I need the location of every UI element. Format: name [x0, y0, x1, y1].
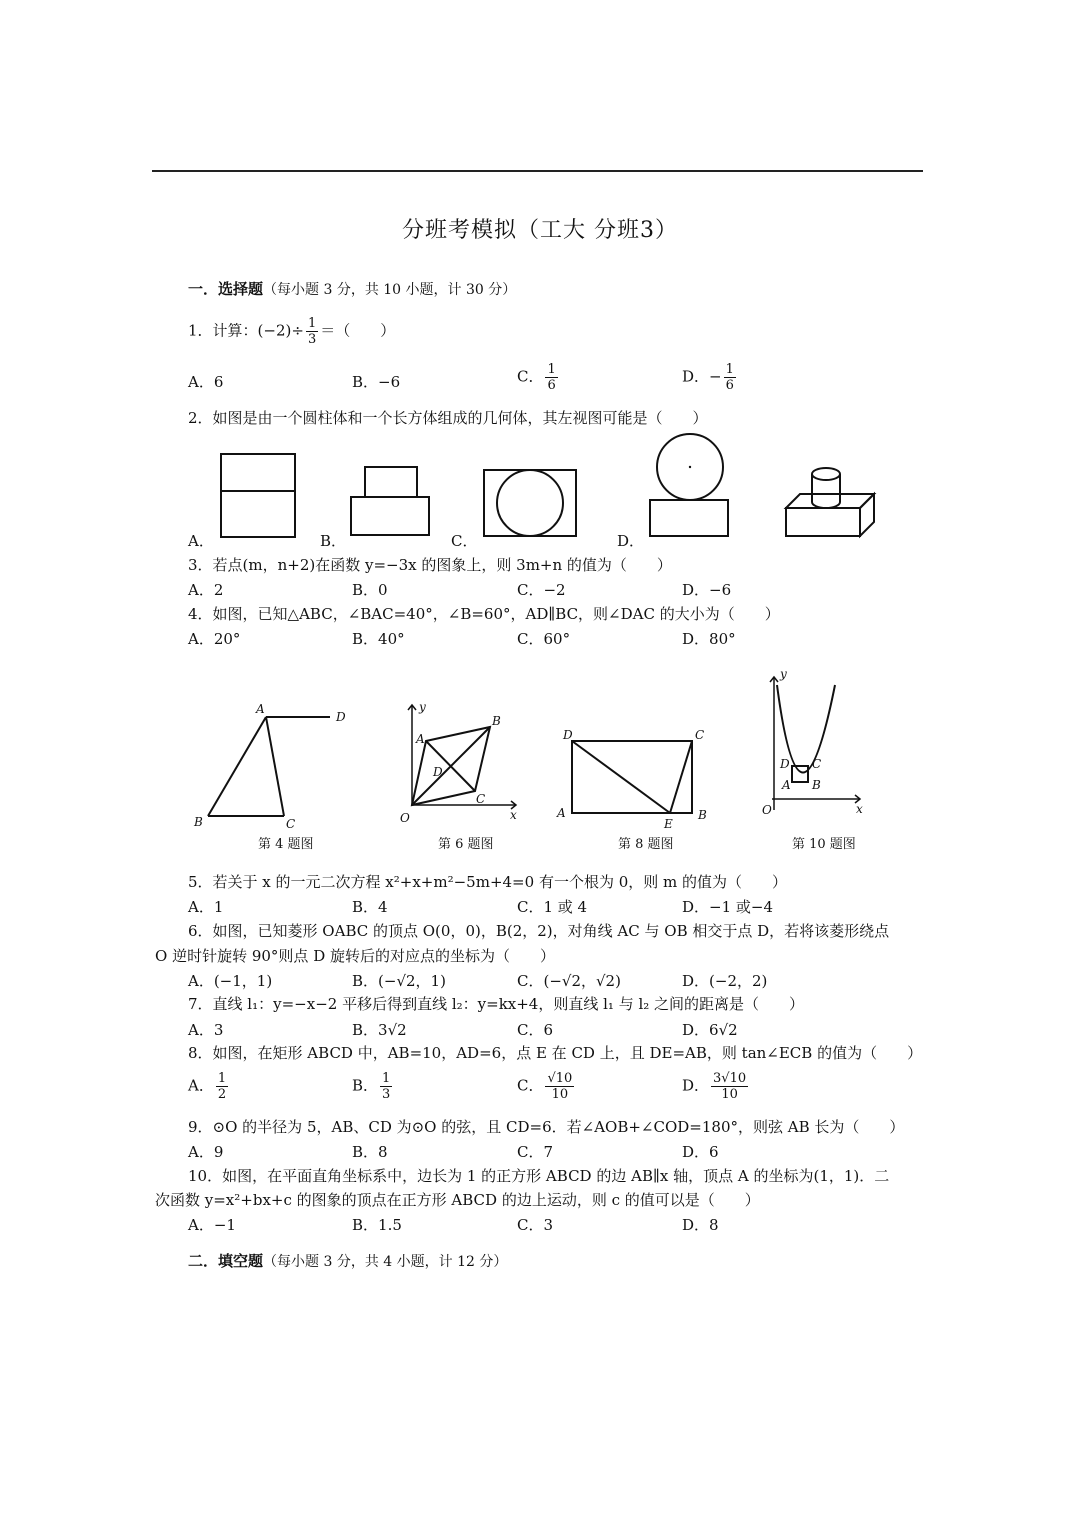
q8-b-den: 3	[382, 1087, 391, 1102]
fig6-label-x: x	[510, 808, 517, 822]
q1-option-b: B．−6	[352, 373, 401, 391]
q1-c-num: 1	[547, 362, 556, 377]
q8-b-label: B．	[352, 1076, 379, 1095]
fig10-label-d: D	[780, 757, 790, 771]
q7-option-b: B．3√2	[352, 1021, 407, 1039]
question-10-line-2: 次函数 y=x²+bx+c 的图象的顶点在正方形 ABCD 的边上运动，则 c 的值可以是（ ）	[155, 1191, 760, 1209]
section2-heading	[188, 1250, 507, 1271]
section2-heading-text: 二．填空题	[188, 1252, 264, 1270]
question-8-stem: 8．如图，在矩形 ABCD 中，AB=10，AD=6，点 E 在 CD 上，且 DE=AB，则 tan∠ECB 的值为（ ）	[188, 1044, 923, 1062]
q1-option-d	[682, 362, 738, 393]
fig10-label-b: B	[812, 778, 821, 792]
top-rule	[152, 170, 923, 172]
figures-row	[180, 665, 900, 865]
q1-option-d-label: D．−	[682, 367, 722, 386]
q2-figure-c	[484, 470, 576, 536]
fig6-label-c: C	[476, 792, 486, 806]
q1-frac-num: 1	[307, 316, 317, 331]
q8-d-num: 3√10	[713, 1071, 747, 1086]
fig10-caption: 第 10 题图	[792, 837, 856, 852]
q9-option-c: C．7	[517, 1143, 554, 1161]
q5-option-d: D．−1 或−4	[682, 898, 774, 916]
question-2-stem: 2．如图是由一个圆柱体和一个长方体组成的几何体，其左视图可能是（ ）	[188, 409, 708, 427]
q3-option-d: D．−6	[682, 581, 732, 599]
fig4-label-c: C	[286, 817, 296, 831]
question-9-stem: 9．⊙O 的半径为 5，AB、CD 为⊙O 的弦，且 CD=6．若∠AOB+∠COD=180°，则弦 AB 长为（ ）	[188, 1118, 905, 1136]
fig8-label-e: E	[664, 817, 673, 831]
q8-c-num: √10	[547, 1071, 573, 1086]
section1-heading-text: 一．选择题	[188, 280, 264, 298]
q8-c-fraction	[545, 1071, 574, 1102]
fig4-label-b: B	[194, 815, 203, 829]
q1-frac-den: 3	[307, 332, 317, 347]
question-6-line-2: O 逆时针旋转 90°则点 D 旋转后的对应点的坐标为（ ）	[155, 947, 555, 965]
fig4-triangle	[208, 717, 330, 816]
q3-option-a: A．2	[188, 581, 224, 599]
q4-option-a: A．20°	[188, 630, 241, 648]
q7-option-a: A．3	[188, 1021, 224, 1039]
fig6-label-a: A	[416, 732, 425, 746]
q6-option-d: D．(−2，2)	[682, 972, 768, 990]
q6-option-a: A．(−1，1)	[188, 972, 273, 990]
fig6-label-o: O	[400, 811, 410, 825]
q8-d-fraction	[711, 1071, 748, 1102]
q6-option-b: B．(−√2，1)	[352, 972, 446, 990]
fig10-square	[792, 766, 808, 782]
q2-figure-a	[221, 454, 295, 537]
q8-option-d	[682, 1071, 750, 1102]
question-6-line-1: 6．如图，已知菱形 OABC 的顶点 O(0，0)，B(2，2)，对角线 AC 与 OB 相交于点 D，若将该菱形绕点	[188, 922, 890, 940]
q1-option-c-fraction	[545, 362, 557, 393]
question-4-stem: 4．如图，已知△ABC，∠BAC=40°，∠B=60°，AD∥BC，则∠DAC 的大小为（ ）	[188, 605, 780, 623]
q10-option-a: A．−1	[188, 1216, 236, 1234]
q10-option-d: D．8	[682, 1216, 719, 1234]
q1-option-a: A．6	[188, 373, 224, 391]
q7-option-c: C．6	[517, 1021, 554, 1039]
fig10-label-o: O	[762, 803, 772, 817]
q1-option-c-label: C．	[517, 367, 544, 386]
q1-fraction	[306, 316, 318, 347]
q2-figure-row	[180, 430, 900, 550]
q1-option-d-fraction	[724, 362, 736, 393]
fig4-label-a: A	[256, 702, 265, 716]
question-10-line-1: 10．如图，在平面直角坐标系中，边长为 1 的正方形 ABCD 的边 AB∥x 轴，顶点 A 的坐标为(1，1)．二	[188, 1167, 890, 1185]
q9-option-d: D．6	[682, 1143, 719, 1161]
q8-a-num: 1	[217, 1071, 227, 1086]
q2-figure-d	[650, 434, 728, 536]
question-5-stem: 5．若关于 x 的一元二次方程 x²+x+m²−5m+4=0 有一个根为 0，则 m 的值为（ ）	[188, 873, 788, 891]
q8-c-den: 10	[551, 1087, 569, 1102]
q8-d-label: D．	[682, 1076, 710, 1095]
q8-b-num: 1	[382, 1071, 391, 1086]
q4-option-b: B．40°	[352, 630, 405, 648]
page-title: 分班考模拟（工大 分班3）	[402, 218, 678, 243]
fig10-label-c: C	[812, 757, 822, 771]
section1-note: （每小题 3 分，共 10 小题，计 30 分）	[263, 282, 517, 298]
fig8-rectangle	[572, 741, 692, 813]
q1-option-c	[517, 362, 560, 393]
q4-option-c: C．60°	[517, 630, 571, 648]
q8-option-a	[188, 1071, 230, 1102]
q8-b-fraction	[380, 1071, 392, 1102]
q5-option-c: C．1 或 4	[517, 898, 588, 916]
fig8-caption: 第 8 题图	[618, 837, 674, 852]
q8-option-c	[517, 1071, 576, 1102]
q6-option-c: C．(−√2，√2)	[517, 972, 621, 990]
q1-d-num: 1	[725, 362, 734, 377]
q1-c-den: 6	[547, 378, 556, 393]
q2-label-b: B．	[320, 532, 347, 550]
q8-option-b	[352, 1071, 394, 1102]
q3-option-b: B．0	[352, 581, 388, 599]
question-3-stem: 3．若点(m，n+2)在函数 y=−3x 的图象上，则 3m+n 的值为（ ）	[188, 556, 672, 574]
fig4-label-d: D	[336, 710, 346, 724]
section1-heading	[188, 278, 516, 299]
q8-c-label: C．	[517, 1076, 544, 1095]
fig6-label-y: y	[419, 700, 426, 714]
q8-a-den: 2	[217, 1087, 227, 1102]
fig8-label-a: A	[557, 806, 566, 820]
q10-option-b: B．1.5	[352, 1216, 402, 1234]
q5-option-b: B．4	[352, 898, 388, 916]
fig6-label-b: B	[492, 714, 501, 728]
q8-a-fraction	[216, 1071, 228, 1102]
fig10-label-a: A	[782, 778, 791, 792]
q2-label-a: A．	[188, 532, 214, 550]
section2-note: （每小题 3 分，共 4 小题，计 12 分）	[263, 1254, 508, 1270]
q1-stem-pre: 1．计算：(−2)÷	[188, 321, 304, 340]
q2-label-c: C．	[451, 532, 478, 550]
fig6-caption: 第 6 题图	[438, 837, 494, 852]
q3-option-c: C．−2	[517, 581, 566, 599]
question-1-stem	[188, 316, 395, 347]
q2-label-d: D．	[617, 532, 645, 550]
q2-solid-figure	[786, 468, 874, 536]
q1-d-den: 6	[725, 378, 734, 393]
q8-a-label: A．	[188, 1076, 214, 1095]
q7-option-d: D．6√2	[682, 1021, 738, 1039]
q10-option-c: C．3	[517, 1216, 554, 1234]
q9-option-b: B．8	[352, 1143, 388, 1161]
q2-figure-b	[351, 467, 429, 535]
fig10-label-x: x	[856, 802, 863, 816]
question-7-stem: 7．直线 l₁：y=−x−2 平移后得到直线 l₂：y=kx+4，则直线 l₁ 与 l₂ 之间的距离是（ ）	[188, 995, 805, 1013]
fig4-caption: 第 4 题图	[258, 837, 314, 852]
q1-stem-post: ＝（ ）	[320, 321, 396, 340]
q4-option-d: D．80°	[682, 630, 736, 648]
fig10-label-y: y	[780, 667, 787, 681]
fig8-label-c: C	[695, 728, 705, 742]
q5-option-a: A．1	[188, 898, 224, 916]
fig6-label-d: D	[433, 765, 443, 779]
q9-option-a: A．9	[188, 1143, 224, 1161]
fig8-label-d: D	[563, 728, 573, 742]
fig8-label-b: B	[698, 808, 707, 822]
q8-d-den: 10	[721, 1087, 738, 1102]
